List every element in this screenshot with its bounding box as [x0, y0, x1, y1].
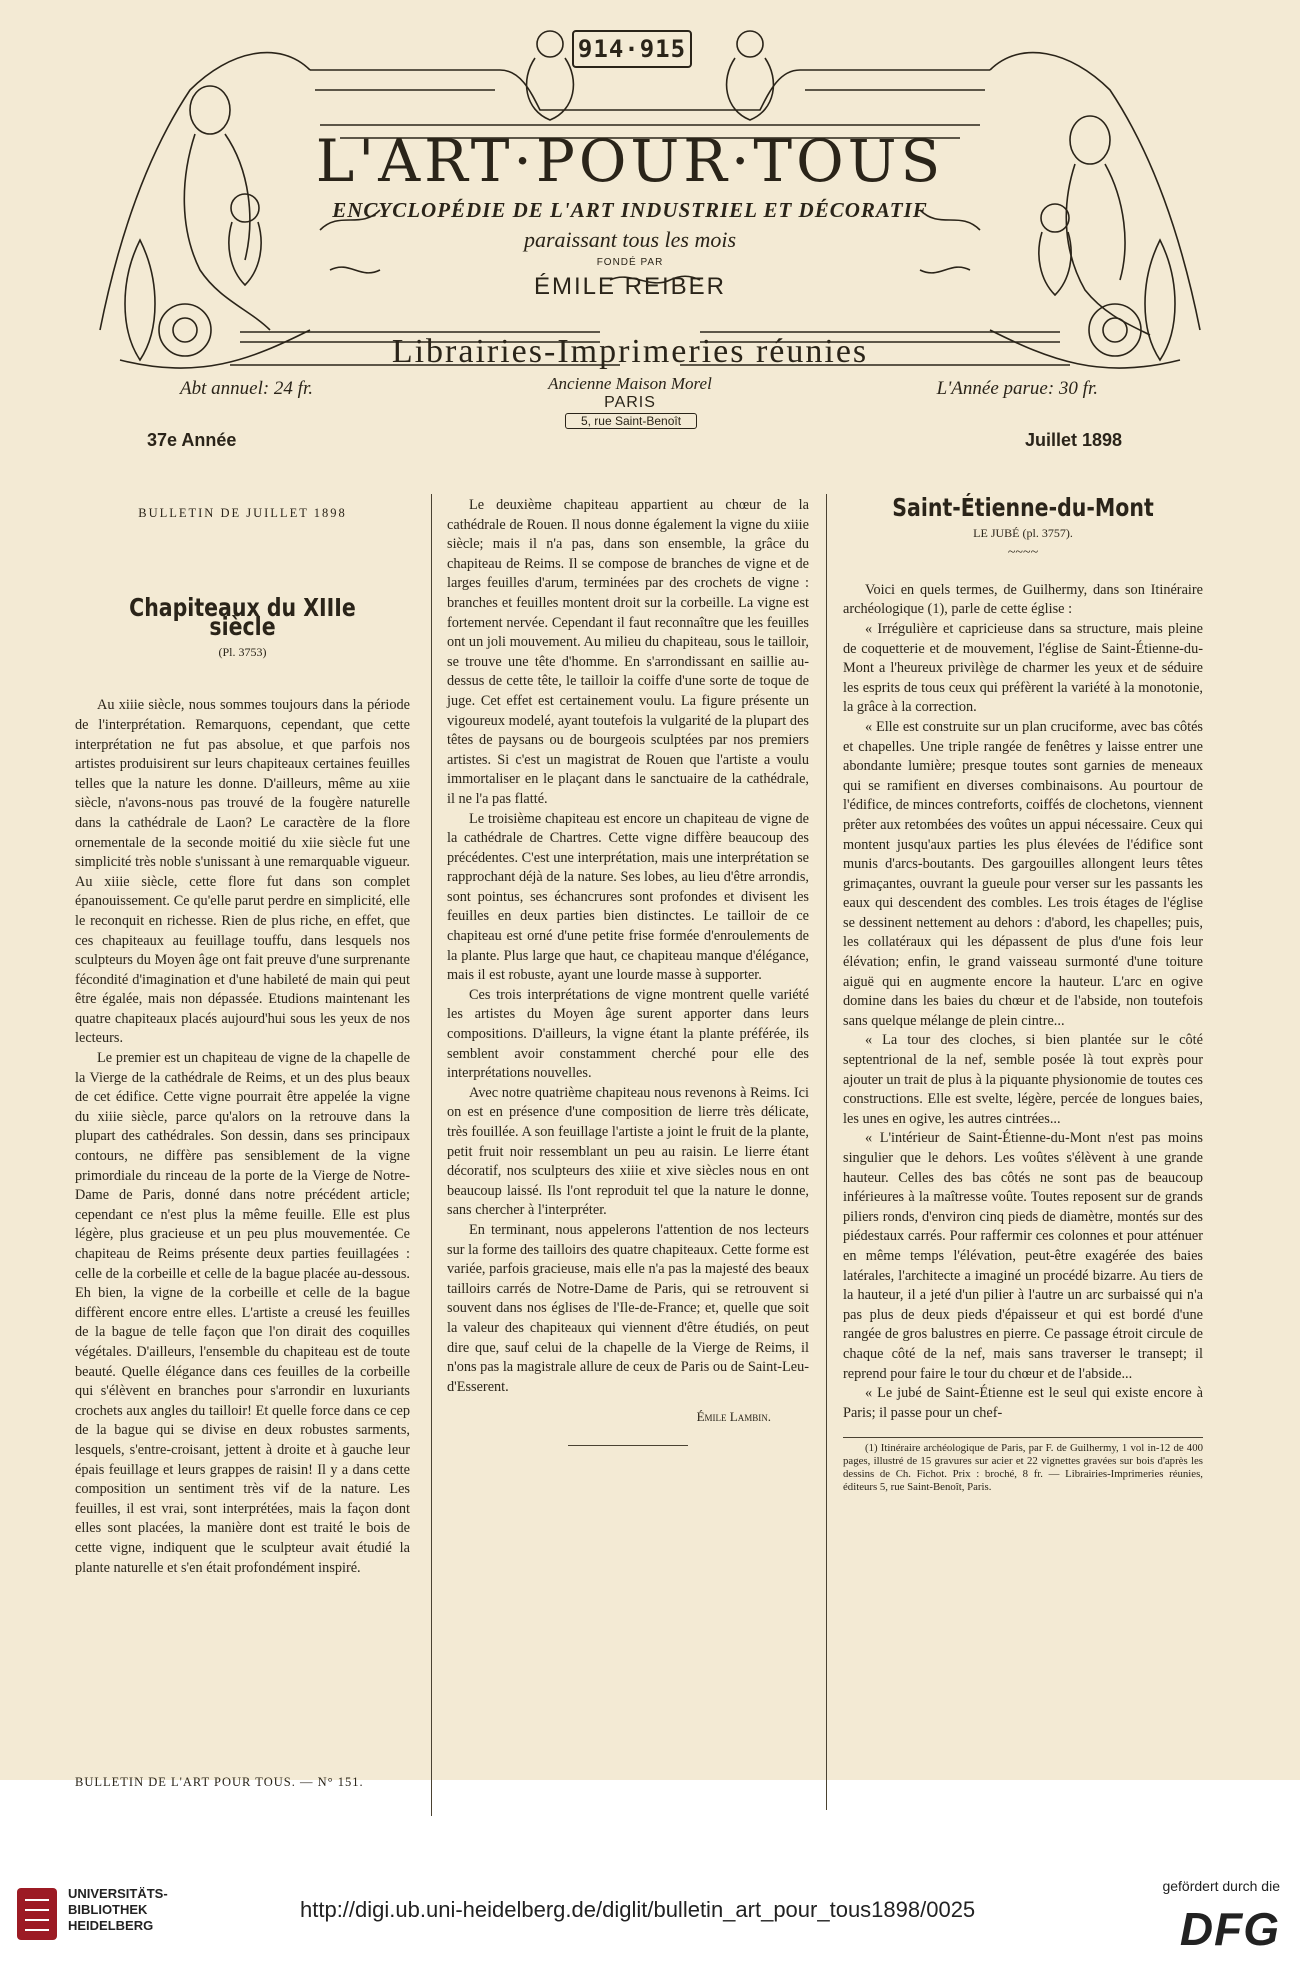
paragraph: Avec notre quatrième chapiteau nous revenons à Reims. Ici on est en présence d'une composition de lierre très délicate, très fouillée. A son feuillage l'artiste a joint le fruit de la plante, petit fruit noir ressemblant un peu au raisin. Le lierre étant décoratif, nos sculpteurs des xiiie et xive siècles nous en ont beaucoup laissé. Ils l'ont reproduit tel que la nature le donne, sans chercher à l'interpréter.: [447, 1084, 809, 1219]
university-name-line: BIBLIOTHEK: [68, 1902, 148, 1917]
publisher-address: 5, rue Saint-Benoît: [565, 413, 697, 429]
column-middle: [447, 496, 809, 1446]
issue-date: Juillet 1898: [1024, 430, 1122, 450]
paragraph: Le troisième chapiteau est encore un chapiteau de vigne de la cathédrale de Chartres. Cette vigne diffère beaucoup des précédentes. C'est une interprétation, mais une interprétation se rapprochant déjà de la nature. Ses lobes, au lieu d'être arrondis, sont pointus, ses échancrures sont profondes et divisent les feuilles en deux parties bien distinctes. Le tailloir de ce chapiteau est orné d'une petite frise formée d'enroulements de la plante. Plus large que haut, ce chapiteau manque d'élégance, mais il est robuste, ayant une lourde masse à supporter.: [447, 810, 809, 984]
paragraph: « La tour des cloches, si bien plantée sur le côté septentrional de la nef, semble posée là tout exprès pour ajouter un trait de plus à la piquante physionomie de toutes ces constructions. Elle est svelte, légère, percée de longues baies, les unes en ogive, les autres cintrées...: [843, 1032, 1203, 1127]
title-ornament: ~~~~: [1007, 545, 1039, 561]
paragraph: « L'intérieur de Saint-Étienne-du-Mont n'est pas moins singulier que le dehors. Les voûtes s'élèvent à une grande hauteur. Celles des bas côtés ne sont pas de beaucoup inférieures à la maîtresse voûte. Toutes reposent sur de grands piliers ronds, d'environ cinq pieds de diamètre, montés sur des piédestaux carrés. Pour raffermir ces colonnes et pour atténuer en même temps l'élévation, peut-être exagérée des baies latérales, l'architecte a imaginé un procédé bizarre. Au tiers de la hauteur, il a jeté d'un pilier à l'autre un arc surbaissé qui n'a pas plus de deux pieds d'épaisseur et qui est bordé d'une rangée de gros balustres en pierre. Ce passage étroit circule de chaque côté de la nef, mais sans traverser le transept; il reprend pour faire le tour du chœur et de l'abside...: [843, 1130, 1203, 1382]
founded-by-label: FONDÉ PAR: [596, 257, 664, 268]
subscription-price: Abt annuel: 24 fr.: [180, 378, 313, 399]
publisher-city: PARIS: [604, 394, 656, 411]
paragraph: « Irrégulière et capricieuse dans sa structure, mais pleine de coquetterie et de mouvement, l'église de Saint-Étienne-du-Mont a l'heureux privilège de charmer les yeux et de séduire les esprits de tous ceux qui préfèrent la variété à la monotonie, la grâce à la correction.: [843, 620, 1203, 716]
column-right: [843, 490, 1203, 1494]
column-divider: [431, 494, 432, 1816]
university-name: [68, 1886, 168, 1934]
paragraph: Voici en quels termes, de Guilhermy, dans son Itinéraire archéologique (1), parle de cette église :: [843, 581, 1203, 618]
university-name-line: HEIDELBERG: [68, 1918, 154, 1933]
university-seal-icon: [15, 1886, 59, 1942]
paragraph: Le deuxième chapiteau appartient au chœur de la cathédrale de Rouen. Il nous donne également la vigne du xiiie siècle; mais il n'a pas, dans son ensemble, la grâce du chapiteau de Reims. Il se compose de branches de vigne et de larges feuilles d'arum, terminées par des crochets de vigne : branches et feuilles montent droit sur la corbeille. La vigne est fortement nervée. Cependant il faut reconnaître que les feuilles ont un joli mouvement. Au milieu du chapiteau, sous le tailloir, se trouve une tête d'homme. En s'arrondissant en saillie au-dessus de cette tête, le tailloir la coiffe d'une sorte de toque de juge. Cet effet est certainement voulu. La figure présente un vigoureux modelé, ayant toutefois la vulgarité de la plupart des têtes de paysans ou de bourgeois sculptées par nos premiers artistes. Si c'est un magistrat de Rouen que l'artiste a voulu immortaliser en le plaçant dans le sanctuaire de la cathédrale, il ne l'a pas flatté.: [447, 497, 809, 807]
university-name-line: UNIVERSITÄTS-: [68, 1886, 168, 1901]
paragraph: Au xiiie siècle, nous sommes toujours dans la période de l'interprétation. Remarquons, cependant, que cette interprétation ne fut pas absolue, et que parfois nos artistes produisirent sur leurs chapiteaux certaines feuilles telles que la nature les donne. D'ailleurs, même au xiie siècle, n'avons-nous pas trouvé de la fougère naturelle dans la cathédrale de Laon? Le caractère de la flore ornementale de la seconde moitié du xiie siècle fut une simplicité très noble s'unissant à une remarquable vigueur. Au xiiie siècle, cette flore fut dans son complet épanouissement. Ce qu'elle parut perdre en simplicité, elle le reconquit en richesse. Rien de plus riche, en effet, que ces chapiteaux au feuillage touffu, dans lesquels nos sculpteurs du Moyen âge ont fait preuve d'une surprenante fécondité d'imagination et d'une habileté de main qui peut être égalée, mais non dépassée. Etudions maintenant les quatre chapiteaux placés aujourd'hui sous les yeux de nos lecteurs.: [75, 697, 410, 1047]
dfg-logo: DFG: [1179, 1903, 1280, 1955]
journal-frequency: paraissant tous les mois: [523, 227, 737, 252]
founder-name: ÉMILE REIBER: [533, 273, 727, 300]
paragraph: Le premier est un chapiteau de vigne de la chapelle de la Vierge de la cathédrale de Reims, et un des plus beaux de cet édifice. Cette vigne pourrait être appelée la vigne du xiiie siècle, parce qu'alors on la retrouve dans la plupart des cathédrales. Son dessin, dans ses principaux contours, ne diffère pas sensiblement de la vigne primordiale du rinceau de la porte de la Vierge de Notre-Dame de Paris, donné dans notre précédent article; cependant ce n'est plus la même feuille. Elle est plus légère, plus gracieuse et un peu plus mouvementée. Ce chapiteau de Reims présente deux parties feuillagées : celle de la corbeille et celle de la bague placée au-dessous. Eh bien, la vigne de la corbeille et celle de la bague diffèrent encore entre elles. L'artiste a creusé les feuilles de la bague de telle façon que l'on dirait des coquilles végétales. D'ailleurs, l'ensemble du chapiteau est de toute beauté. Quelle élégance dans ces feuilles de la corbeille qui s'élèvent en branches pour s'arrondir en luxuriants crochets aux angles du tailloir! Et quelle force dans ce cep de la bague qui se divise en deux robustes sarments, lesquels, s'entre-croisant, jettent à droite et à gauche leur épais feuillage et leurs grappes de raisin! Il y a dans cette composition un sentiment très vif de la nature. Les feuilles, il est vrai, sont interprétées, mais la façon dont elles sont placées, la manière dont est traité le bois de cette vigne, indiquent que le sculpteur avait étudié la plante naturelle et s'en était profondément inspiré.: [75, 1050, 410, 1576]
issue-number: 914·915: [572, 30, 692, 68]
author-signature: Émile Lambin.: [696, 1409, 771, 1425]
paragraph: En terminant, nous appelerons l'attention de nos lecteurs sur la forme des tailloirs des quatre chapiteaux. Cette forme est variée, parfois gracieuse, mais elle n'a pas la majesté des beaux tailloirs carrés de Notre-Dame de Paris, qui se retrouvent si souvent dans nos églises de l'Ile-de-France; et, quelle que soit la valeur des chapiteaux qui viennent d'être étudiés, on peut dire que, sauf celui de la chapelle de la Vierge de Reims, il n'ons pas la magistrale allure de ceux de Paris ou de Saint-Leu-d'Esserent.: [447, 1221, 809, 1395]
journal-title: L'ART·POUR·TOUS: [315, 127, 945, 195]
footnote: (1) Itinéraire archéologique de Paris, par F. de Guilhermy, 1 vol in-12 de 400 pages, illustré de 15 gravures sur acier et 22 vignettes gravées sur bois d'après les dessins de Ch. Fichot. Prix : broché, 8 fr. — Librairies-Imprimeries réunies, éditeurs 5, rue Saint-Benoît, Paris.: [843, 1442, 1203, 1494]
viewer-footer: [0, 1870, 1300, 1961]
column-divider: [826, 494, 827, 1810]
paragraph: « Le jubé de Saint-Étienne est le seul qui existe encore à Paris; il passe pour un chef-: [843, 1385, 1203, 1421]
publisher-former-name: Ancienne Maison Morel: [548, 374, 712, 393]
publisher-name: Librairies-Imprimeries réunies: [391, 333, 869, 370]
past-year-price: L'Année parue: 30 fr.: [936, 378, 1098, 399]
page-footer-line: BULLETIN DE L'ART POUR TOUS. — N° 151.: [75, 1775, 364, 1789]
paragraph: Ces trois interprétations de vigne montrent quelle variété les artistes du Moyen âge surent apporter dans leurs compositions. D'ailleurs, la vigne étant la plante préférée, ils semblent avoir constamment cherché pour elle des interprétations nouvelles.: [447, 986, 809, 1082]
footnote-rule: [843, 1437, 1203, 1438]
sponsor-note: gefördert durch die: [1162, 1878, 1280, 1894]
article-title: Saint-Étienne-du-Mont: [892, 493, 1154, 522]
bulletin-heading: BULLETIN DE JUILLET 1898: [138, 506, 347, 520]
end-separator: [568, 1445, 688, 1446]
article-title: Chapiteaux du XIIIe siècle: [129, 592, 356, 642]
volume-year: 37e Année: [147, 430, 237, 450]
source-url-link[interactable]: http://digi.ub.uni-heidelberg.de/diglit/bulletin_art_pour_tous1898/0025: [300, 1897, 976, 1922]
journal-subtitle: ENCYCLOPÉDIE DE L'ART INDUSTRIEL ET DÉCORATIF: [332, 198, 928, 222]
column-left: [75, 490, 410, 1578]
plate-reference: (Pl. 3753): [218, 644, 267, 659]
plate-reference: LE JUBÉ (pl. 3757).: [973, 525, 1073, 540]
paragraph: « Elle est construite sur un plan cruciforme, avec bas côtés et chapelles. Une triple rangée de fenêtres y laisse entrer une abondante lumière; presque toutes sont garnies de meneaux qui se ramifient en diverses combinaisons. Au pourtour de l'édifice, de minces contreforts, coiffés de clochetons, viennent prêter aux retombées des voûtes un appui nécessaire. Ceux qui montent jusqu'aux parties les plus élevées de l'édifice sont munis d'arcs-boutants. Des gargouilles allongent leurs têtes grimaçantes, ouvrant la gueule pour verser sur les passants les eaux qui descendent des combles. Les trois étages de l'église se dessinent nettement au dehors : d'abord, les chapelles; puis, les collatéraux qui les dépassent de plus d'une fois leur élévation; enfin, le grand vaisseau surmonté d'une toiture aiguë qui en augmente encore la hauteur. L'arc en ogive domine dans les baies du chœur et de l'abside, non toutefois sans quelque mélange de plein cintre...: [843, 718, 1203, 1029]
